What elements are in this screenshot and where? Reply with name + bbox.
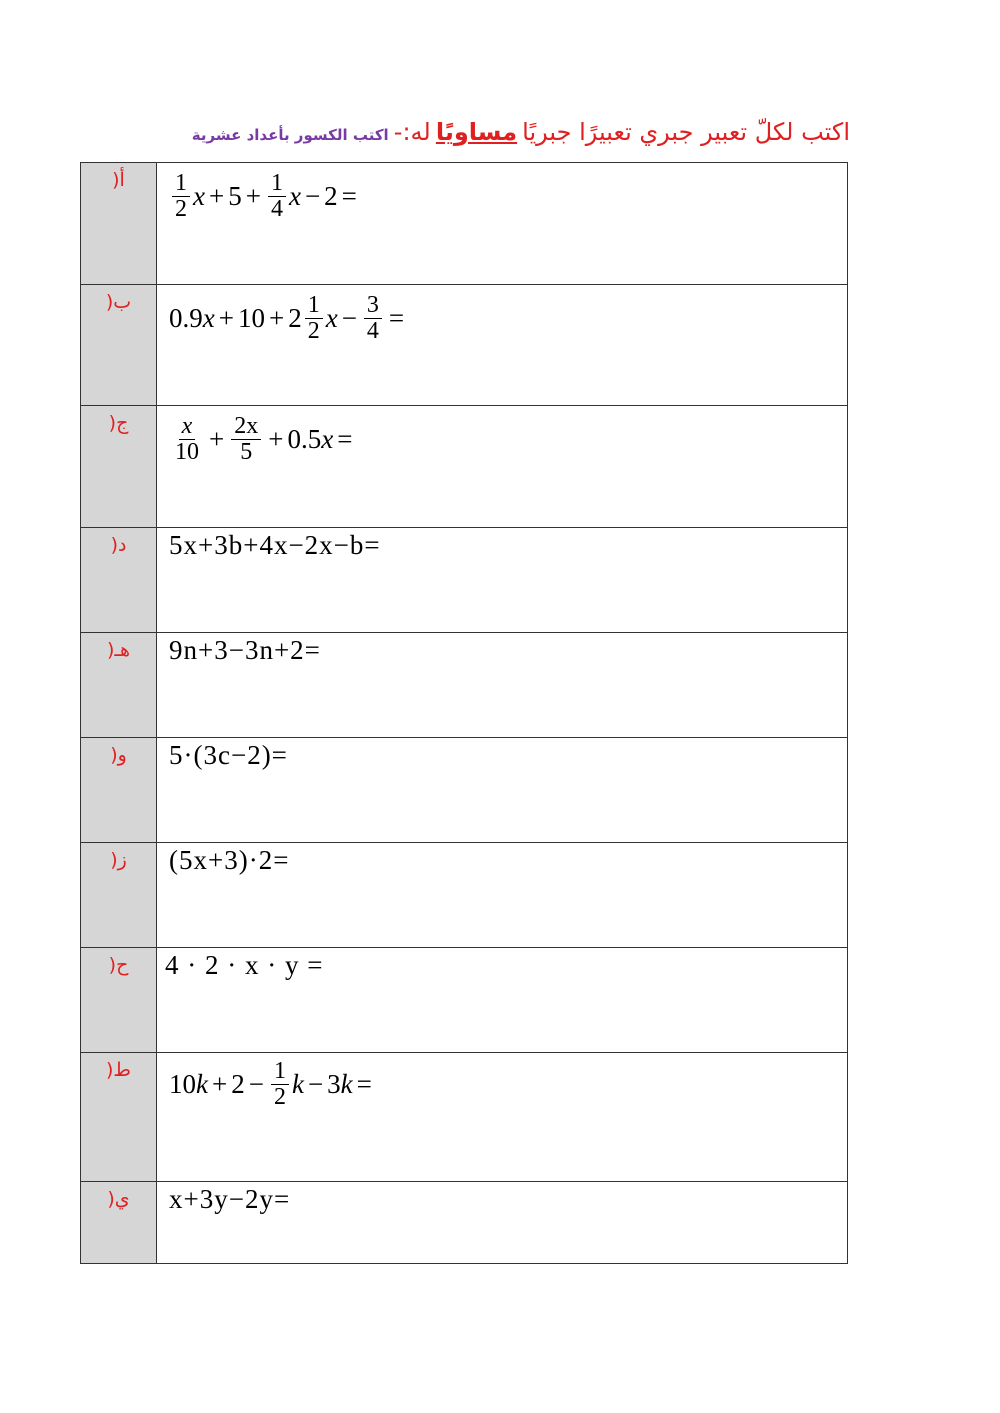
fraction: $\frac{1}{2}$: [271, 1059, 289, 1110]
row-label: أ(: [112, 169, 125, 191]
instruction-main-text: اكتب لكلّ تعبير جبري تعبيرًا جبريًا: [522, 118, 850, 146]
expression-cell[interactable]: [157, 1053, 848, 1182]
table-row: [81, 948, 848, 1053]
row-label: ط(: [106, 1059, 131, 1081]
expression-cell[interactable]: [157, 163, 848, 285]
row-label-cell: [81, 1182, 157, 1264]
table-row: [81, 406, 848, 528]
row-label: د(: [110, 534, 127, 556]
table-row: [81, 738, 848, 843]
row-label-cell: [81, 738, 157, 843]
row-label-cell: [81, 406, 157, 528]
row-label-cell: [81, 948, 157, 1053]
expression-cell[interactable]: [157, 633, 848, 738]
expression-cell[interactable]: [157, 406, 848, 528]
expression: 10 k + 2 − $\frac{1}{2}$ k − 3 k =: [169, 1058, 372, 1111]
expression: 4 · 2 · x · y =: [165, 950, 324, 980]
expression: (5x+3)·2=: [169, 845, 290, 875]
fraction: $\frac{1}{4}$: [268, 171, 286, 222]
row-label: ب(: [105, 291, 132, 313]
row-label: ح(: [108, 954, 129, 976]
expression-cell[interactable]: [157, 1182, 848, 1264]
row-label: ج(: [108, 412, 129, 434]
fraction: $\frac{1}{2}$: [172, 171, 190, 222]
mixed-number: 2 $\frac{1}{2}$: [288, 293, 326, 344]
expression-cell[interactable]: [157, 285, 848, 406]
expression: $\frac{x}{10}$ + $\frac{2x}{5}$ + 0.5 x =: [169, 414, 356, 465]
table-row: [81, 633, 848, 738]
row-label: و(: [110, 744, 127, 766]
expression: 5x+3b+4x−2x−b=: [169, 530, 381, 560]
expression-cell[interactable]: [157, 843, 848, 948]
expression: 9n+3−3n+2=: [169, 635, 321, 665]
row-label-cell: [81, 528, 157, 633]
expression: 0.9 x + 10 + 2 $\frac{1}{2}$ x − $\frac{3}{4}$ =: [169, 292, 405, 345]
table-row: [81, 843, 848, 948]
expression-cell[interactable]: [157, 738, 848, 843]
row-label-cell: [81, 633, 157, 738]
instruction-suffix: له:-: [393, 118, 431, 146]
fraction: $\frac{x}{10}$: [175, 413, 199, 466]
row-label: ي(: [107, 1188, 130, 1210]
instruction-heading: [160, 118, 850, 162]
expression: 5·(3c−2)=: [169, 740, 288, 770]
row-label-cell: [81, 843, 157, 948]
expression-cell[interactable]: [157, 948, 848, 1053]
row-label-cell: [81, 1053, 157, 1182]
row-label-cell: [81, 163, 157, 285]
table-row: [81, 163, 848, 285]
row-label-cell: [81, 285, 157, 406]
table-row: [81, 285, 848, 406]
expression-cell[interactable]: [157, 528, 848, 633]
fraction: $\frac{2x}{5}$: [231, 414, 261, 465]
expression: x+3y−2y=: [169, 1184, 291, 1214]
row-label: هـ(: [107, 639, 130, 661]
instruction-note: اكتب الكسور بأعداد عشرية: [191, 126, 389, 144]
expression: $\frac{1}{2}$ x + 5 + $\frac{1}{4}$ x − 2 =: [169, 171, 361, 222]
instruction-emphasis-word: مساويًا: [435, 118, 518, 146]
table-row: [81, 1053, 848, 1182]
fraction: $\frac{3}{4}$: [364, 293, 382, 344]
table-row: [81, 528, 848, 633]
expressions-table: [80, 162, 848, 1264]
table-row: [81, 1182, 848, 1264]
row-label: ز(: [110, 849, 127, 871]
